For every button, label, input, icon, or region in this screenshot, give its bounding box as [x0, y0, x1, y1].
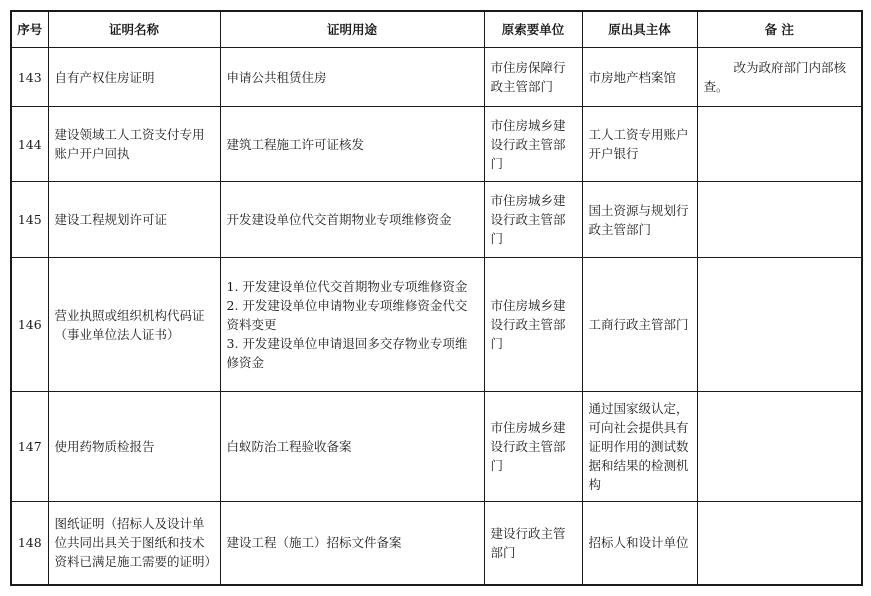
purpose-item: 1. 开发建设单位代交首期物业专项维修资金: [226, 279, 468, 294]
row-no: 145: [11, 182, 48, 258]
purpose-item: 3. 开发建设单位申请退回多交存物业专项维修资金: [226, 336, 468, 370]
cert-name: 建设领域工人工资支付专用账户开户回执: [48, 107, 220, 182]
header-row: [11, 11, 862, 48]
cert-name: 使用药物质检报告: [48, 392, 220, 502]
table-row: [11, 48, 862, 107]
cert-remark: [697, 258, 862, 392]
purpose-item: 2. 开发建设单位申请物业专项维修资金代交资料变更: [226, 298, 468, 332]
cert-purpose: 白蚁防治工程验收备案: [220, 392, 484, 502]
cert-remark: [697, 107, 862, 182]
cert-issuer: 通过国家级认定，可向社会提供具有证明作用的测试数据和结果的检测机构: [582, 392, 697, 502]
cert-remark: [697, 182, 862, 258]
cert-remark: [697, 392, 862, 502]
header-purpose: 证明用途: [220, 11, 484, 48]
row-no: 148: [11, 502, 48, 585]
header-issuer: 原出具主体: [582, 11, 697, 48]
cert-issuer: 国土资源与规划行政主管部门: [582, 182, 697, 258]
row-no: 146: [11, 258, 48, 392]
cert-remark: [697, 502, 862, 585]
cert-issuer: 招标人和设计单位: [582, 502, 697, 585]
table-row: [11, 502, 862, 585]
cert-requester: 建设行政主管部门: [484, 502, 582, 585]
cert-name: 自有产权住房证明: [48, 48, 220, 107]
table-row: [11, 392, 862, 502]
cert-purpose: 开发建设单位代交首期物业专项维修资金: [220, 182, 484, 258]
cert-remark: 改为政府部门内部核查。: [697, 48, 862, 107]
header-no: 序号: [11, 11, 48, 48]
header-name: 证明名称: [48, 11, 220, 48]
row-no: 147: [11, 392, 48, 502]
cert-issuer: 工商行政主管部门: [582, 258, 697, 392]
row-no: 143: [11, 48, 48, 107]
cert-name: 图纸证明（招标人及设计单位共同出具关于图纸和技术资料已满足施工需要的证明）: [48, 502, 220, 585]
cert-name: 建设工程规划许可证: [48, 182, 220, 258]
cert-requester: 市住房城乡建设行政主管部门: [484, 258, 582, 392]
cert-purpose: 建设工程（施工）招标文件备案: [220, 502, 484, 585]
certificate-table: [10, 10, 863, 586]
cert-issuer: 工人工资专用账户开户银行: [582, 107, 697, 182]
cert-purpose: [220, 258, 484, 392]
row-no: 144: [11, 107, 48, 182]
cert-purpose: 建筑工程施工许可证核发: [220, 107, 484, 182]
cert-requester: 市住房城乡建设行政主管部门: [484, 182, 582, 258]
table-row: [11, 107, 862, 182]
header-remark: 备 注: [697, 11, 862, 48]
cert-issuer: 市房地产档案馆: [582, 48, 697, 107]
header-requester: 原索要单位: [484, 11, 582, 48]
table-row: [11, 182, 862, 258]
table-row: [11, 258, 862, 392]
cert-name: 营业执照或组织机构代码证（事业单位法人证书）: [48, 258, 220, 392]
cert-requester: 市住房保障行政主管部门: [484, 48, 582, 107]
cert-purpose: 申请公共租赁住房: [220, 48, 484, 107]
cert-requester: 市住房城乡建设行政主管部门: [484, 392, 582, 502]
cert-requester: 市住房城乡建设行政主管部门: [484, 107, 582, 182]
